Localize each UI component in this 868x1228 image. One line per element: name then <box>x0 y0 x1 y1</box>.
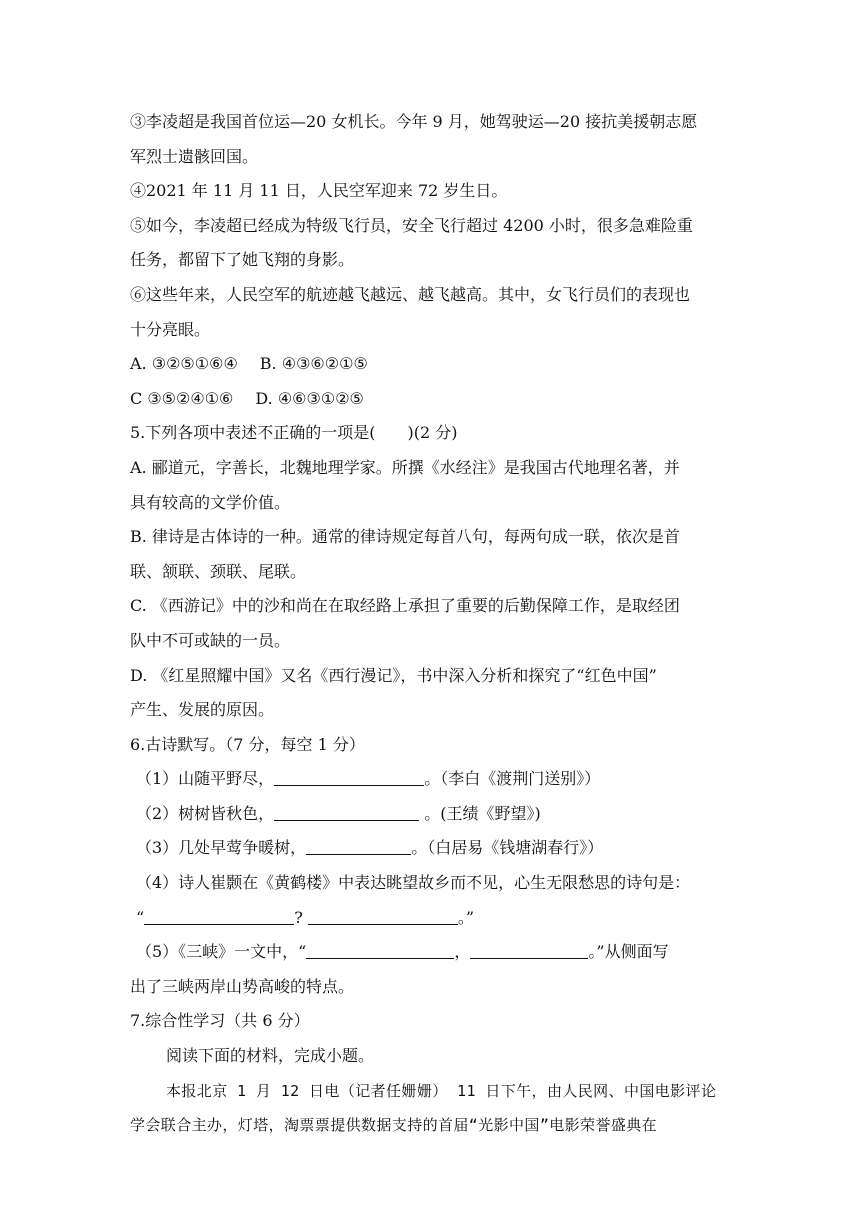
q6-item-4-blank-2[interactable] <box>308 906 458 925</box>
q4-item-3-line-2: 军烈士遗骸回国。 <box>130 146 259 166</box>
q5-option-b-line-1: B. 律诗是古体诗的一种。通常的律诗规定每首八句，每两句成一联，依次是首 <box>130 527 680 547</box>
q6-item-2-suffix: 。(王绩《野望》) <box>419 803 541 823</box>
q6-item-5-suffix: 。”从侧面写 <box>588 942 669 962</box>
q6-stem: 6.古诗默写。（7 分，每空 1 分） <box>130 734 365 754</box>
q6-item-1-prefix: （1）山随平野尽， <box>136 769 275 789</box>
q7-stem: 7.综合性学习（共 6 分） <box>130 1011 310 1031</box>
q6-item-4-blank-1[interactable] <box>144 906 294 925</box>
q5-option-c-line-2: 队中不可或缺的一员。 <box>130 630 291 650</box>
q6-item-4-separator: ? <box>294 907 308 927</box>
q6-item-3-blank[interactable] <box>306 836 411 855</box>
q4-option-b: B. ④③⑥②①⑤ <box>259 354 368 374</box>
q4-options-row-1 <box>130 347 742 382</box>
q6-item-5-prefix: （5）《三峡》一文中，“ <box>136 942 307 962</box>
q6-item-3-prefix: （3）几处早莺争暖树， <box>136 838 307 858</box>
q6-item-5-blank-2[interactable] <box>470 940 588 959</box>
q6-item-2-blank[interactable] <box>274 802 419 821</box>
q4-option-d: D. ④⑥③①②⑤ <box>255 388 364 408</box>
q6-item-2 <box>130 797 742 832</box>
exam-page <box>130 105 742 1143</box>
q6-item-4-open-quote: “ <box>136 907 145 927</box>
q4-item-3-line-1: ③李凌超是我国首位运—20 女机长。今年 9 月，她驾驶运—20 接抗美援朝志愿 <box>130 112 698 131</box>
q4-option-a: A. ③②⑤①⑥④ <box>130 354 238 374</box>
q6-item-5-line-2: 出了三峡两岸山势高峻的特点。 <box>130 976 355 996</box>
q4-item-5-line-1: ⑤如今，李凌超已经成为特级飞行员，安全飞行超过 4200 小时，很多急难险重 <box>130 215 693 235</box>
q5-option-c-line-1: C. 《西游记》中的沙和尚在在取经路上承担了重要的后勤保障工作，是取经团 <box>130 596 680 616</box>
q6-item-3 <box>130 831 742 866</box>
q5-option-d-line-2: 产生、发展的原因。 <box>130 700 275 720</box>
q4-options-row-2 <box>130 382 742 417</box>
q6-item-5-blank-1[interactable] <box>306 940 454 959</box>
q4-item-5-line-2: 任务，都留下了她飞翔的身影。 <box>130 250 355 270</box>
q6-item-4-line-2 <box>130 901 742 936</box>
q6-item-1-suffix: 。（李白《渡荆门送别》） <box>424 769 601 789</box>
q6-item-5-separator: ， <box>454 942 471 962</box>
q4-option-c: C ③⑤②④①⑥ <box>130 388 234 408</box>
q7-news-line-2: 学会联合主办，灯塔，淘票票提供数据支持的首届“光影中国”电影荣誉盛典在 <box>130 1116 658 1135</box>
q5-option-d-line-1: D. 《红星照耀中国》又名《西行漫记》，书中深入分析和探究了“红色中国” <box>130 665 657 685</box>
q6-item-1-blank[interactable] <box>274 767 424 786</box>
q4-item-6-line-2: 十分亮眼。 <box>130 319 211 339</box>
q5-option-a-line-1: A. 郦道元，字善长，北魏地理学家。所撰《水经注》是我国古代地理名著，并 <box>130 457 680 477</box>
q6-item-1 <box>130 762 742 797</box>
q4-item-4: ④2021 年 11 月 11 日，人民空军迎来 72 岁生日。 <box>130 181 508 201</box>
q6-item-5-line-1 <box>130 935 742 970</box>
q6-item-2-prefix: （2）树树皆秋色， <box>136 803 275 823</box>
q4-item-6-line-1: ⑥这些年来，人民空军的航迹越飞越远、越飞越高。其中，女飞行员们的表现也 <box>130 284 691 304</box>
q5-option-b-line-2: 联、颔联、颈联、尾联。 <box>130 561 307 581</box>
q7-news-line-1: 本报北京 1 月 12 日电（记者任姗姗） 11 日下午，由人民网、中国电影评论 <box>166 1081 717 1100</box>
q6-item-4-close-quote: 。” <box>457 907 475 927</box>
q7-instruction: 阅读下面的材料，完成小题。 <box>166 1046 375 1066</box>
q5-option-a-line-2: 具有较高的文学价值。 <box>130 492 291 512</box>
q6-item-4-line-1: （4）诗人崔颢在《黄鹤楼》中表达眺望故乡而不见，心生无限愁思的诗句是： <box>136 873 691 893</box>
q6-item-3-suffix: 。（白居易《钱塘湖春行》） <box>411 838 604 858</box>
q5-stem: 5.下列各项中表述不正确的一项是( )(2 分) <box>130 423 458 443</box>
